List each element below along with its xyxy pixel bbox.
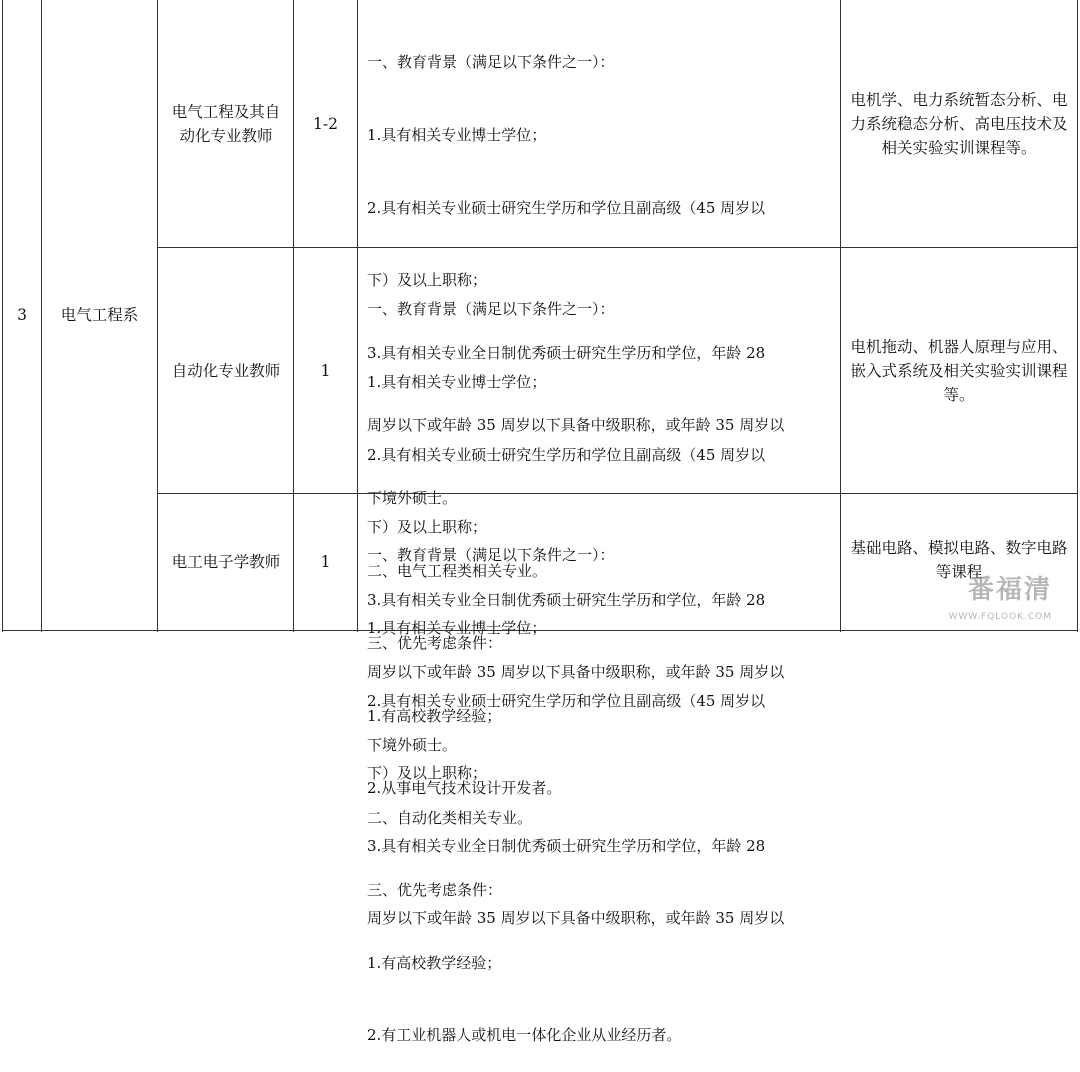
courses-text: 电机拖动、机器人原理与应用、嵌入式系统及相关实验实训课程等。 [850, 337, 1068, 404]
requirement-line: 1.具有相关专业博士学位； [367, 619, 547, 637]
courses-text: 基础电路、模拟电路、数字电路等课程 [850, 539, 1068, 581]
requirement-line: 三、优先考虑条件： [367, 881, 503, 900]
col-divider [840, 0, 841, 632]
count-cell [294, 0, 357, 247]
requirement-line: 周岁以下或年龄 35 周岁以下具备中级职称，或年龄 35 周岁以 [367, 416, 785, 435]
requirement-line: 2.有工业机器人或机电一体化企业从业经历者。 [367, 1026, 682, 1045]
requirement-line: 下）及以上职称； [367, 764, 488, 783]
position-count: 1 [320, 553, 331, 571]
watermark-logo: 番福清 [967, 575, 1052, 605]
col-divider [157, 0, 158, 632]
position-name: 电气工程及其自动化专业教师 [171, 102, 281, 145]
requirement-line: 三、优先考虑条件： [367, 634, 503, 653]
courses-cell [846, 0, 1072, 247]
table-border-right [1077, 0, 1078, 632]
requirement-line: 1.有高校教学经验； [367, 706, 502, 725]
requirement-line: 一、教育背景（满足以下条件之一）： [367, 53, 615, 72]
requirement-line: 周岁以下或年龄 35 周岁以下具备中级职称，或年龄 35 周岁以 [367, 909, 785, 928]
requirement-line: 一、教育背景（满足以下条件之一）： [367, 300, 615, 319]
requirement-line: 3.具有相关专业全日制优秀硕士研究生学历和学位，年龄 28 [367, 343, 766, 362]
requirement-line: 2.具有相关专业硕士研究生学历和学位且副高级（45 周岁以 [367, 691, 766, 710]
requirement-line: 二、电气工程类相关专业。 [367, 561, 548, 580]
requirement-line: 3.具有相关专业全日制优秀硕士研究生学历和学位，年龄 28 [367, 590, 766, 609]
requirement-line: 2.具有相关专业硕士研究生学历和学位且副高级（45 周岁以 [367, 198, 766, 217]
requirement-line: 下）及以上职称； [367, 271, 488, 290]
requirements-cell [358, 0, 840, 798]
requirement-line: 一、教育背景（满足以下条件之一）： [367, 546, 615, 565]
position-count: 1 [320, 361, 331, 380]
position-count: 1-2 [313, 114, 338, 133]
department-name: 电气工程系 [60, 306, 139, 324]
position-name: 电工电子学教师 [171, 553, 281, 571]
count-cell [294, 248, 357, 493]
position-name: 自动化专业教师 [171, 361, 281, 380]
requirement-line: 1.有高校教学经验； [367, 953, 502, 972]
requirement-line: 2.具有相关专业硕士研究生学历和学位且副高级（45 周岁以 [367, 445, 766, 464]
requirement-line: 周岁以下或年龄 35 周岁以下具备中级职称，或年龄 35 周岁以 [367, 663, 785, 682]
count-cell [294, 494, 357, 630]
watermark-url: WWW.FQLOOK.COM [948, 612, 1052, 622]
position-cell [166, 494, 286, 630]
row-index-cell [3, 0, 41, 630]
requirement-line: 下）及以上职称； [367, 518, 488, 537]
position-cell [166, 248, 286, 493]
row-index: 3 [17, 306, 27, 324]
courses-cell [846, 248, 1072, 493]
position-cell [166, 0, 286, 247]
requirement-line: 二、自动化类相关专业。 [367, 808, 533, 827]
requirement-line: 2.从事电气技术设计开发者。 [367, 779, 562, 798]
courses-text: 电机学、电力系统暂态分析、电力系统稳态分析、高电压技术及相关实验实训课程等。 [850, 90, 1068, 157]
requirement-line: 下境外硕士。 [367, 735, 458, 754]
requirement-line: 1.具有相关专业博士学位； [367, 373, 547, 391]
department-cell [42, 0, 157, 630]
requirement-line: 1.具有相关专业博士学位； [367, 126, 547, 144]
requirement-line: 3.具有相关专业全日制优秀硕士研究生学历和学位，年龄 28 [367, 836, 766, 855]
requirement-line: 下境外硕士。 [367, 488, 458, 507]
